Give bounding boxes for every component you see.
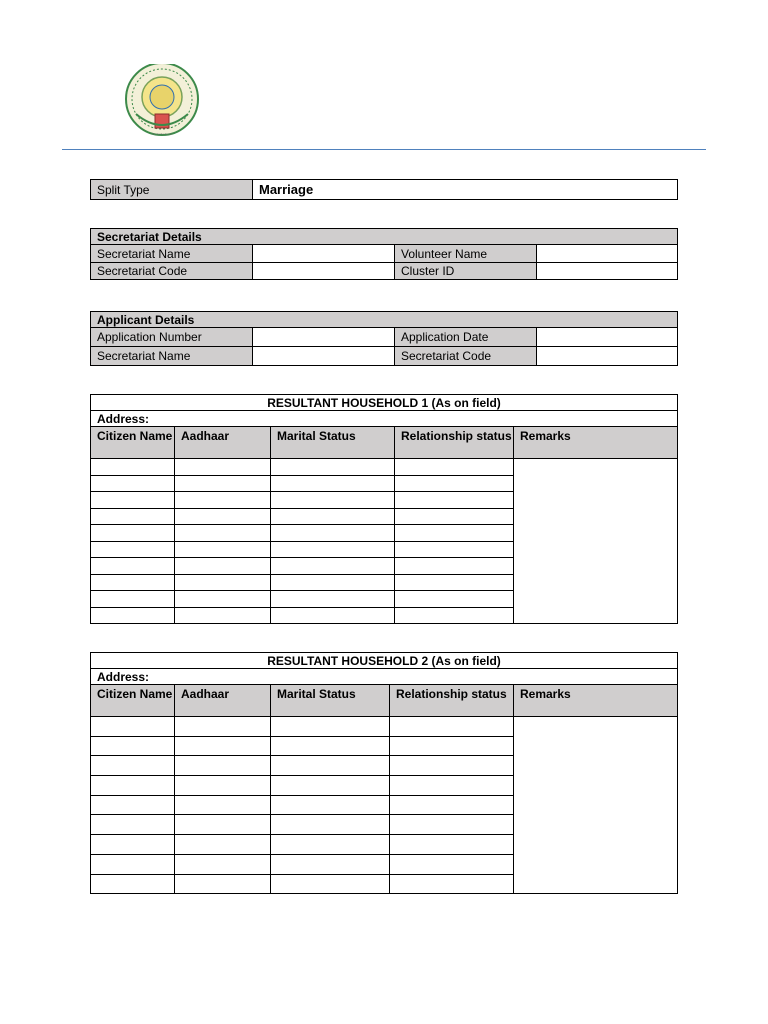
household-2-cell[interactable]: [175, 736, 271, 756]
cluster-id-label: Cluster ID: [395, 263, 537, 280]
household-2-cell[interactable]: [91, 874, 175, 894]
volunteer-name-label: Volunteer Name: [395, 245, 537, 263]
household-1-cell[interactable]: [175, 525, 271, 542]
state-emblem-logo: [122, 64, 202, 138]
household-2-table: [90, 652, 678, 894]
household-1-cell[interactable]: [91, 574, 175, 591]
secretariat-code-label: Secretariat Code: [91, 263, 253, 280]
household-1-remarks-cell[interactable]: [514, 459, 678, 624]
h1-col-marital-status: Marital Status: [271, 427, 395, 459]
household-1-cell[interactable]: [395, 558, 514, 575]
household-1-cell[interactable]: [271, 607, 395, 624]
h2-col-citizen-name: Citizen Name: [91, 685, 175, 717]
household-2-cell[interactable]: [390, 717, 514, 737]
h1-col-citizen-name: Citizen Name: [91, 427, 175, 459]
household-1-cell[interactable]: [271, 558, 395, 575]
application-date-label: Application Date: [395, 328, 537, 347]
household-1-cell[interactable]: [175, 459, 271, 476]
household-1-cell[interactable]: [395, 541, 514, 558]
household-1-cell[interactable]: [175, 574, 271, 591]
household-2-cell[interactable]: [91, 815, 175, 835]
household-1-cell[interactable]: [271, 574, 395, 591]
household-2-cell[interactable]: [175, 756, 271, 776]
household-2-cell[interactable]: [175, 776, 271, 796]
household-2-cell[interactable]: [91, 717, 175, 737]
household-2-cell[interactable]: [175, 854, 271, 874]
h1-col-aadhaar: Aadhaar: [175, 427, 271, 459]
household-2-row: [91, 717, 678, 737]
applicant-secretariat-name-field[interactable]: [253, 347, 395, 366]
secretariat-details-title: Secretariat Details: [91, 229, 678, 245]
household-2-cell[interactable]: [271, 815, 390, 835]
applicant-details-title: Applicant Details: [91, 312, 678, 328]
h1-col-remarks: Remarks: [514, 427, 678, 459]
household-1-cell[interactable]: [91, 475, 175, 492]
household-2-remarks-cell[interactable]: [514, 717, 678, 894]
household-1-cell[interactable]: [395, 574, 514, 591]
household-2-cell[interactable]: [175, 815, 271, 835]
h2-col-remarks: Remarks: [514, 685, 678, 717]
household-1-cell[interactable]: [175, 591, 271, 608]
household-2-cell[interactable]: [271, 874, 390, 894]
household-1-cell[interactable]: [91, 558, 175, 575]
applicant-secretariat-code-field[interactable]: [537, 347, 678, 366]
household-2-cell[interactable]: [175, 717, 271, 737]
volunteer-name-field[interactable]: [537, 245, 678, 263]
household-1-cell[interactable]: [395, 459, 514, 476]
secretariat-name-field[interactable]: [253, 245, 395, 263]
household-1-cell[interactable]: [175, 607, 271, 624]
household-1-cell[interactable]: [271, 459, 395, 476]
household-1-cell[interactable]: [175, 508, 271, 525]
applicant-secretariat-code-label: Secretariat Code: [395, 347, 537, 366]
application-number-label: Application Number: [91, 328, 253, 347]
household-1-cell[interactable]: [271, 492, 395, 509]
household-1-cell[interactable]: [91, 607, 175, 624]
household-1-cell[interactable]: [175, 558, 271, 575]
household-2-cell[interactable]: [390, 874, 514, 894]
household-2-cell[interactable]: [175, 874, 271, 894]
household-2-rows: [91, 717, 678, 894]
household-2-cell[interactable]: [390, 854, 514, 874]
household-2-cell[interactable]: [271, 717, 390, 737]
household-2-cell[interactable]: [175, 795, 271, 815]
household-2-cell[interactable]: [271, 795, 390, 815]
household-1-cell[interactable]: [91, 541, 175, 558]
household-2-cell[interactable]: [390, 835, 514, 855]
household-1-table: [90, 394, 678, 624]
household-1-cell[interactable]: [271, 541, 395, 558]
household-1-address[interactable]: Address:: [91, 411, 678, 427]
household-1-cell[interactable]: [395, 492, 514, 509]
household-1-cell[interactable]: [395, 475, 514, 492]
h2-col-relationship-status: Relationship status: [390, 685, 514, 717]
household-1-cell[interactable]: [271, 508, 395, 525]
household-2-cell[interactable]: [91, 854, 175, 874]
household-2-address[interactable]: Address:: [91, 669, 678, 685]
household-2-cell[interactable]: [91, 835, 175, 855]
secretariat-details-table: [90, 228, 678, 280]
h2-col-marital-status: Marital Status: [271, 685, 390, 717]
household-1-cell[interactable]: [395, 508, 514, 525]
household-1-cell[interactable]: [91, 508, 175, 525]
household-1-cell[interactable]: [91, 492, 175, 509]
applicant-details-table: [90, 311, 678, 366]
household-2-cell[interactable]: [390, 776, 514, 796]
household-1-cell[interactable]: [395, 607, 514, 624]
household-1-cell[interactable]: [175, 475, 271, 492]
household-2-cell[interactable]: [390, 815, 514, 835]
household-2-cell[interactable]: [91, 736, 175, 756]
household-1-cell[interactable]: [271, 525, 395, 542]
cluster-id-field[interactable]: [537, 263, 678, 280]
application-number-field[interactable]: [253, 328, 395, 347]
household-2-cell[interactable]: [91, 776, 175, 796]
household-1-cell[interactable]: [91, 591, 175, 608]
household-2-cell[interactable]: [271, 835, 390, 855]
household-1-title: RESULTANT HOUSEHOLD 1 (As on field): [91, 395, 678, 411]
household-1-cell[interactable]: [175, 492, 271, 509]
household-2-cell[interactable]: [271, 854, 390, 874]
household-2-title: RESULTANT HOUSEHOLD 2 (As on field): [91, 653, 678, 669]
secretariat-code-field[interactable]: [253, 263, 395, 280]
household-2-cell[interactable]: [91, 795, 175, 815]
applicant-secretariat-name-label: Secretariat Name: [91, 347, 253, 366]
h1-col-relationship-status: Relationship status: [395, 427, 514, 459]
header-divider: [62, 149, 706, 150]
household-2-cell[interactable]: [390, 795, 514, 815]
household-2-cell[interactable]: [390, 736, 514, 756]
split-type-value[interactable]: Marriage: [253, 180, 678, 200]
household-2-cell[interactable]: [91, 756, 175, 776]
household-1-cell[interactable]: [91, 459, 175, 476]
household-2-cell[interactable]: [271, 736, 390, 756]
household-1-cell[interactable]: [91, 525, 175, 542]
secretariat-name-label: Secretariat Name: [91, 245, 253, 263]
household-2-cell[interactable]: [271, 776, 390, 796]
svg-text:~~~~~: ~~~~~: [151, 132, 173, 138]
household-1-rows: [91, 459, 678, 624]
household-2-cell[interactable]: [175, 835, 271, 855]
application-date-field[interactable]: [537, 328, 678, 347]
household-1-cell[interactable]: [395, 525, 514, 542]
household-1-cell[interactable]: [175, 541, 271, 558]
household-1-row: [91, 459, 678, 476]
split-type-label: Split Type: [91, 180, 253, 200]
split-type-table: [90, 179, 678, 200]
household-1-cell[interactable]: [395, 591, 514, 608]
household-2-cell[interactable]: [390, 756, 514, 776]
h2-col-aadhaar: Aadhaar: [175, 685, 271, 717]
household-2-cell[interactable]: [271, 756, 390, 776]
household-1-cell[interactable]: [271, 591, 395, 608]
household-1-cell[interactable]: [271, 475, 395, 492]
